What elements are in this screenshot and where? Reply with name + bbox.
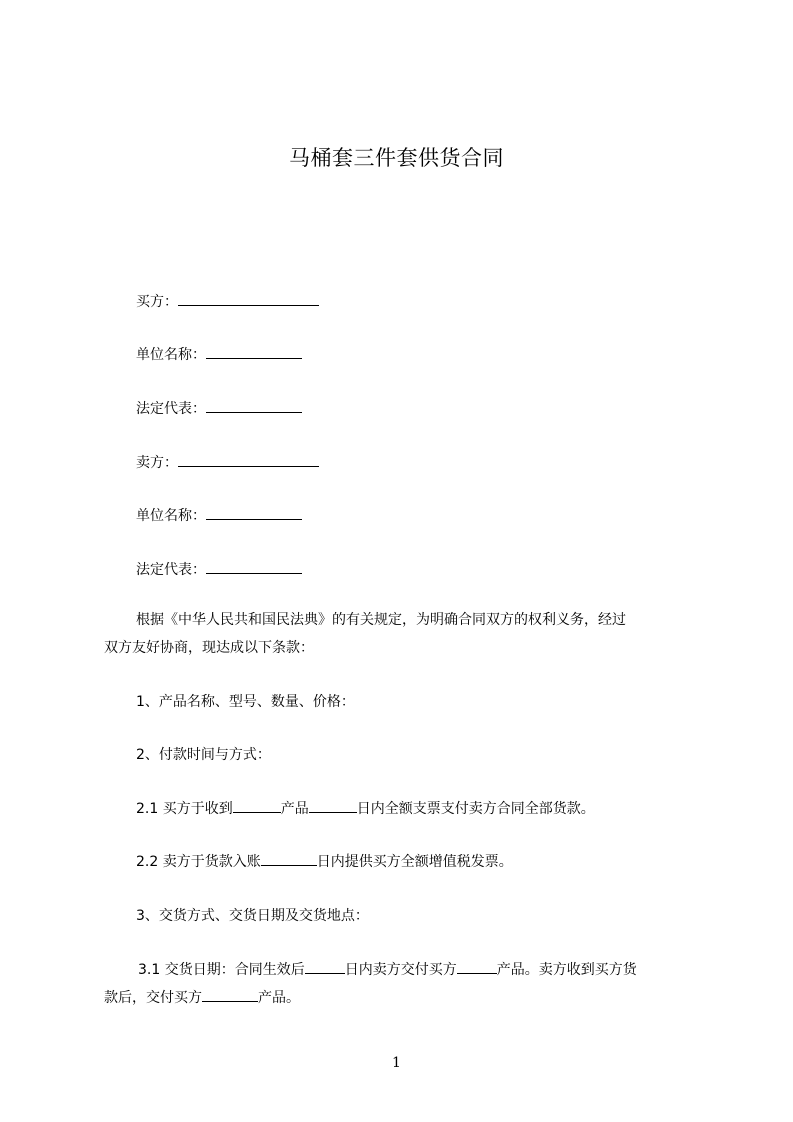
seller-blank	[178, 452, 319, 467]
clause-2-2-part-a: 2.2 卖方于货款入账	[136, 854, 261, 870]
page-number: 1	[392, 1055, 401, 1071]
clause-3-1-line1	[138, 958, 637, 982]
seller-rep-blank	[206, 559, 302, 574]
clause-3-1-blank-1	[305, 959, 345, 974]
clause-3-1-blank-2	[457, 959, 497, 974]
buyer-unit-line	[136, 343, 302, 367]
clause-3: 3、交货方式、交货日期及交货地点：	[136, 908, 369, 924]
clause-1: 1、产品名称、型号、数量、价格：	[136, 694, 355, 710]
clause-3-1-part-e: 产品。	[258, 990, 300, 1006]
clause-3-1-part-b: 日内卖方交付买方	[344, 962, 457, 978]
buyer-rep-line	[136, 397, 302, 421]
clause-2-1-part-b: 产品	[280, 801, 309, 817]
clause-2: 2、付款时间与方式：	[136, 747, 271, 763]
buyer-blank	[178, 291, 319, 306]
buyer-rep-blank	[206, 398, 302, 413]
buyer-unit-label: 单位名称：	[136, 347, 206, 363]
clause-2-1-part-c: 日内全额支票支付卖方合同全部货款。	[356, 801, 595, 817]
intro-paragraph-line2: 双方友好协商，现达成以下条款：	[104, 640, 314, 656]
seller-rep-line	[136, 558, 302, 582]
intro-paragraph-line1: 根据《中华人民共和国民法典》的有关规定，为明确合同双方的权利义务，经过	[136, 612, 626, 628]
buyer-label: 买方：	[136, 294, 178, 310]
clause-2-2	[136, 850, 513, 874]
clause-3-1-part-d: 款后，交付买方	[104, 990, 202, 1006]
buyer-line	[136, 290, 319, 314]
seller-unit-label: 单位名称：	[136, 508, 206, 524]
document-title: 马桶套三件套供货合同	[289, 146, 504, 170]
clause-3-1-part-a: 3.1 交货日期：合同生效后	[138, 962, 305, 978]
seller-unit-line	[136, 504, 302, 528]
seller-line	[136, 451, 319, 475]
clause-2-1-blank-1	[233, 798, 281, 813]
clause-3-1-part-c: 产品。卖方收到买方货	[496, 962, 637, 978]
clause-3-1-blank-3	[202, 987, 258, 1002]
seller-rep-label: 法定代表：	[136, 562, 206, 578]
clause-2-1	[136, 797, 595, 821]
clause-2-2-part-b: 日内提供买方全额增值税发票。	[316, 854, 513, 870]
clause-2-2-blank	[261, 851, 317, 866]
seller-unit-blank	[206, 505, 302, 520]
seller-label: 卖方：	[136, 455, 178, 471]
clause-2-1-part-a: 2.1 买方于收到	[136, 801, 233, 817]
clause-2-1-blank-2	[309, 798, 357, 813]
buyer-rep-label: 法定代表：	[136, 401, 206, 417]
clause-3-1-line2	[104, 986, 300, 1010]
buyer-unit-blank	[206, 344, 302, 359]
